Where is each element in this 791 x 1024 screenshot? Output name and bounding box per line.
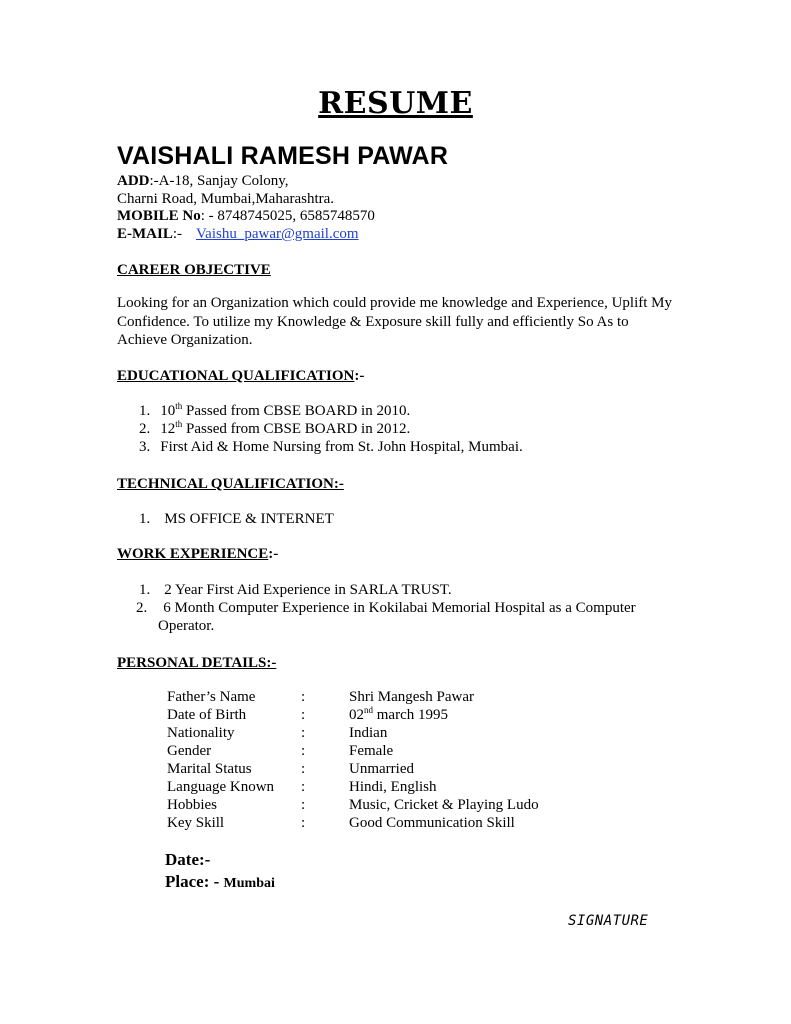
list-number: 2. [136,600,148,616]
detail-colon: : [301,779,306,795]
list-text-post: Passed from CBSE BOARD in 2010. [182,403,411,419]
education-heading [117,368,364,385]
list-number: 3. [139,439,151,455]
list-text-sup: th [175,419,183,429]
detail-colon: : [301,743,306,759]
career-objective-heading: CAREER OBJECTIVE [117,262,271,278]
list-text-continued: Operator. [158,618,215,634]
list-item [139,439,523,456]
list-item [136,600,636,617]
place-line [165,872,275,892]
candidate-name: VAISHALI RAMESH PAWAR [117,142,449,170]
signature: SIGNATURE [568,913,649,929]
email-link[interactable]: Vaishu_pawar@gmail.com [196,226,359,242]
address-line-2: Charni Road, Mumbai,Maharashtra. [117,191,335,207]
detail-label: Date of Birth [167,707,247,723]
detail-colon: : [301,707,306,723]
detail-colon: : [301,761,306,777]
list-text: First Aid & Home Nursing from St. John Hospital, Mumbai. [160,439,523,455]
work-heading-text: WORK EXPERIENCE [117,546,269,562]
address-value-1: :-A-18, Sanjay Colony, [149,173,289,189]
list-text: 6 Month Computer Experience in Kokilabai Memorial Hospital as a Computer [163,600,636,616]
detail-value: Music, Cricket & Playing Ludo [349,797,539,813]
resume-title: RESUME [318,86,473,121]
education-heading-text: EDUCATIONAL QUALIFICATION [117,368,355,384]
list-text-pre: 10 [160,403,176,419]
education-heading-suffix: :- [354,368,365,384]
dob-rest: march 1995 [373,707,448,723]
list-text-post: Passed from CBSE BOARD in 2012. [182,421,411,437]
detail-value: Hindi, English [349,779,437,795]
detail-value: Good Communication Skill [349,815,515,831]
list-text-sup: th [175,401,183,411]
email-label: E-MAIL [117,226,173,242]
list-item [139,403,410,420]
email-line [117,226,359,243]
detail-colon: : [301,797,306,813]
detail-value: Female [349,743,394,759]
list-number: 1. [139,403,151,419]
detail-colon: : [301,815,306,831]
date-label: Date:- [165,850,211,869]
address-line-1 [117,173,289,190]
list-text: MS OFFICE & INTERNET [164,511,334,527]
list-number: 1. [139,511,151,527]
detail-label: Nationality [167,725,235,741]
email-separator: :- [172,226,183,242]
detail-colon: : [301,725,306,741]
place-label: Place: - [165,872,220,891]
dob-day: 02 [349,707,364,723]
detail-label: Hobbies [167,797,217,813]
dob-suffix: nd [364,705,373,715]
list-item [139,511,334,528]
detail-label: Father’s Name [167,689,256,705]
detail-value [349,707,448,724]
work-heading [117,546,278,563]
work-heading-suffix: :- [268,546,279,562]
detail-value: Unmarried [349,761,414,777]
address-label: ADD [117,173,150,189]
list-number: 1. [139,582,151,598]
career-objective-text: Looking for an Organization which could provide me knowledge and Experience, Uplift My Confidence. To utilize my Knowledge & Exposure skill fully and efficiently So As to Achieve Organization. [117,295,672,348]
detail-value: Shri Mangesh Pawar [349,689,474,705]
list-text-pre: 12 [160,421,176,437]
list-text: 2 Year First Aid Experience in SARLA TRUST. [164,582,452,598]
list-item [139,421,410,438]
place-value: Mumbai [223,876,275,891]
technical-heading: TECHNICAL QUALIFICATION:- [117,476,344,492]
list-item [139,582,452,599]
personal-heading: PERSONAL DETAILS:- [117,655,277,671]
detail-label: Language Known [167,779,275,795]
list-number: 2. [139,421,151,437]
mobile-value: : - 8748745025, 6585748570 [200,208,375,224]
detail-value: Indian [349,725,388,741]
mobile-label: MOBILE No [117,208,201,224]
detail-label: Gender [167,743,212,759]
detail-label: Marital Status [167,761,252,777]
detail-colon: : [301,689,306,705]
mobile-line [117,208,375,225]
detail-label: Key Skill [167,815,225,831]
